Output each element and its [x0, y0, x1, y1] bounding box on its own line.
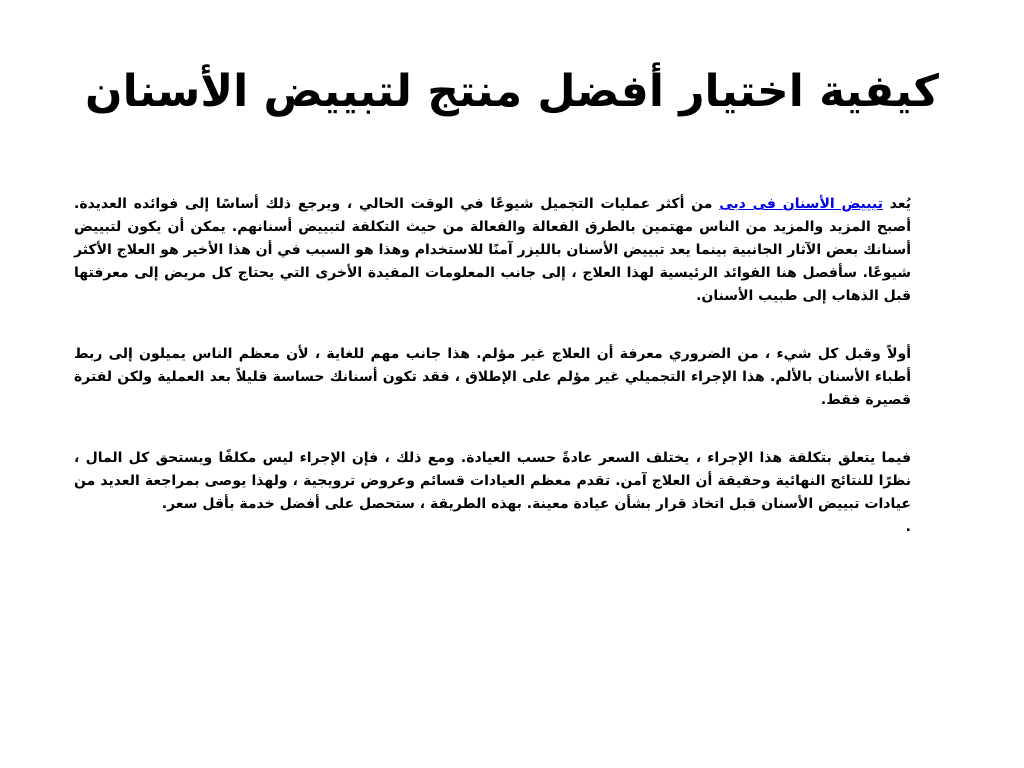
paragraph-pain — [74, 343, 911, 412]
paragraph-intro-prefix: يُعد — [882, 196, 912, 212]
slide-title: كيفية اختيار أفضل منتج لتبييض الأسنان — [85, 66, 939, 117]
teeth-whitening-dubai-link[interactable]: تبييض الأسنان فى دبى — [719, 196, 883, 212]
paragraph-pain-text: أولاً وقبل كل شيء ، من الضروري معرفة أن العلاج غير مؤلم. هذا جانب مهم للغاية ، لأن معظم الناس يميلون إلى ربط أطباء الأسنان بالألم. هذا الإجراء التجميلي غير مؤلم على الإطلاق ، فقد تكون أسنانك حساسة قليلاً بعد العملية ولكن لفترة قصيرة فقط. — [74, 346, 911, 408]
paragraph-cost — [74, 447, 911, 539]
paragraph-intro-text: من أكثر عمليات التجميل شيوعًا في الوقت الحالي ، ويرجع ذلك أساسًا إلى فوائده العديدة. أصبح المزيد والمزيد من الناس مهتمين بالطرق الفعالة والفعالة من حيث التكلفة لتبييض أسنانهم. يمكن أن يكون لتبييض أسنانك بعض الآثار الجانبية بينما يعد تبييض الأسنان بالليزر آمنًا للاستخدام وهذا هو السبب في أن هذا الأخير هو العلاج الأكثر شيوعًا. سأفصل هنا الفوائد الرئيسية لهذا العلاج ، إلى جانب المعلومات المفيدة الأخرى التي يحتاج كل مريض إلى معرفتها قبل الذهاب إلى طبيب الأسنان. — [74, 196, 911, 304]
paragraph-intro — [74, 193, 911, 308]
paragraph-cost-trailer: . — [905, 519, 911, 535]
slide-body — [74, 193, 911, 539]
paragraph-cost-text: فيما يتعلق بتكلفة هذا الإجراء ، يختلف السعر عادةً حسب العيادة. ومع ذلك ، فإن الإجراء ليس مكلفًا ويستحق كل المال ، نظرًا للنتائج النهائية وحقيقة أن العلاج آمن. تقدم معظم العيادات قسائم وعروض ترويجية ، ولهذا يوصى بمراجعة العديد من عيادات تبييض الأسنان قبل اتخاذ قرار بشأن عيادة معينة. بهذه الطريقة ، ستحصل على أفضل خدمة بأقل سعر. — [74, 450, 911, 512]
